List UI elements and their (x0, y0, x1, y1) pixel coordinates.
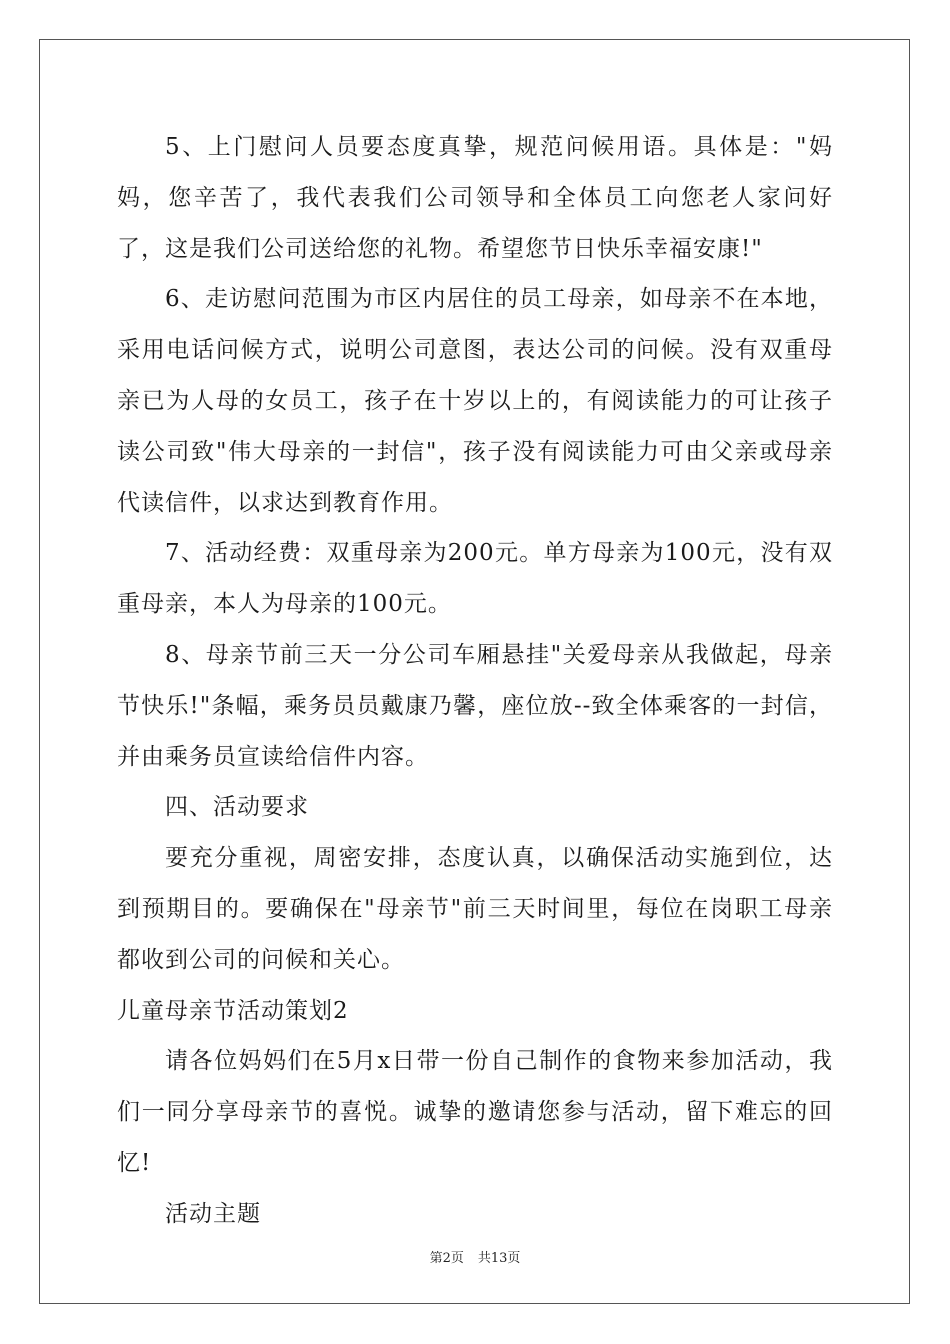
paragraph-item-7: 7、活动经费：双重母亲为200元。单方母亲为100元，没有双重母亲，本人为母亲的100元。 (117, 540, 833, 618)
paragraph-item-8: 8、母亲节前三天一分公司车厢悬挂"关爱母亲从我做起，母亲节快乐!"条幅，乘务员员戴康乃馨，座位放--致全体乘客的一封信，并由乘务员宣读给信件内容。 (117, 641, 833, 770)
section-heading-requirements: 四、活动要求 (165, 794, 309, 821)
paragraph-item-6: 6、走访慰问范围为市区内居住的员工母亲，如母亲不在本地，采用电话问候方式，说明公司意图，表达公司的问候。没有双重母亲已为人母的女员工，孩子在十岁以上的，有阅读能力的可让孩子读公司致"伟大母亲的一封信"，孩子没有阅读能力可由父亲或母亲代读信件，以求达到教育作用。 (117, 286, 833, 516)
paragraph-requirements: 要充分重视，周密安排，态度认真，以确保活动实施到位，达到预期目的。要确保在"母亲节"前三天时间里，每位在岗职工母亲都收到公司的问候和关心。 (117, 845, 833, 973)
paragraph-item-5: 5、上门慰问人员要态度真挚，规范问候用语。具体是："妈妈，您辛苦了，我代表我们公司领导和全体员工向您老人家问好了，这是我们公司送给您的礼物。希望您节日快乐幸福安康!" (117, 134, 833, 262)
section-heading-theme: 活动主题 (165, 1200, 261, 1227)
document-body (117, 122, 833, 1240)
page-total: 共13页 (477, 1251, 521, 1266)
page-number: 第2页 (429, 1251, 464, 1266)
paragraph-invitation: 请各位妈妈们在5月x日带一份自己制作的食物来参加活动，我们一同分享母亲节的喜悦。诚挚的邀请您参与活动，留下难忘的回忆! (117, 1048, 833, 1176)
document-title-2: 儿童母亲节活动策划2 (117, 997, 349, 1024)
page-footer (0, 1247, 950, 1266)
